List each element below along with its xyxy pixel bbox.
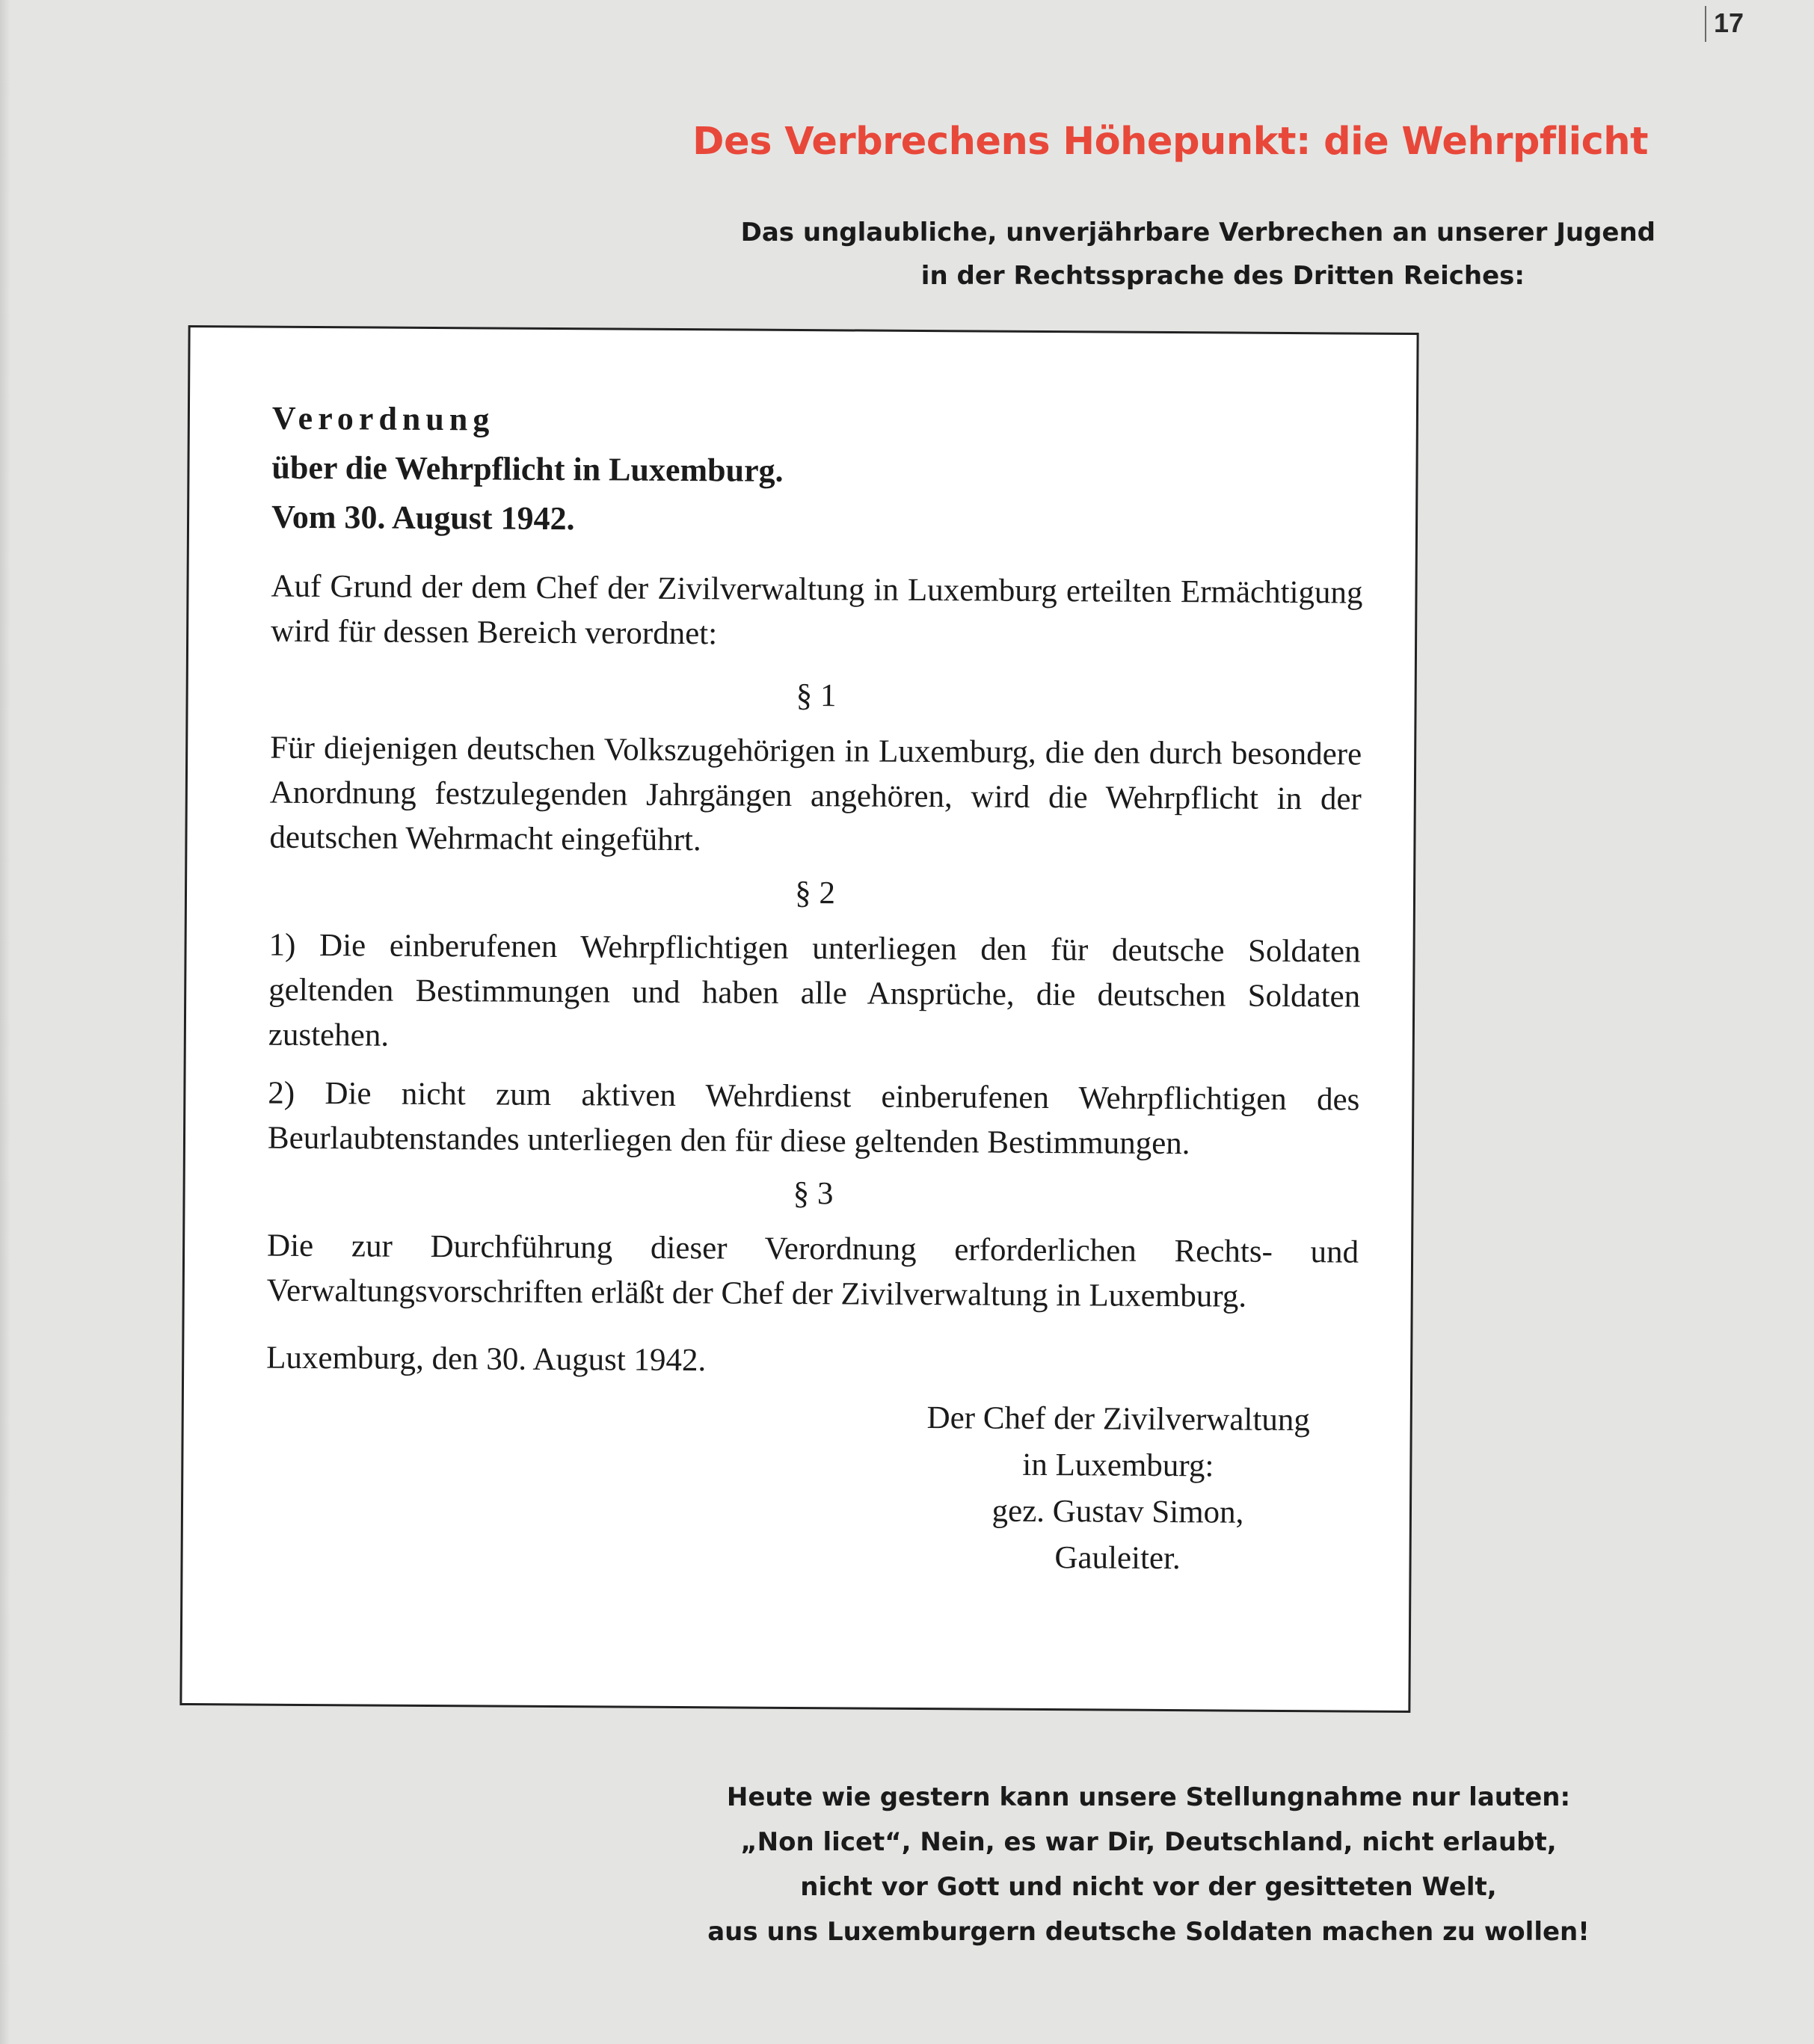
decree-signature-block [893, 1395, 1343, 1583]
section-3-text: Die zur Durchführung dieser Verordnung erforderlichen Rechts- und Verwaltungsvorschriften erläßt der Chef der Zivilverwaltung in Luxemburg. [266, 1228, 1359, 1314]
footer-line-2: „Non licet“, Nein, es war Dir, Deutschland, nicht erlaubt, [740, 1827, 1557, 1857]
signature-line-3: gez. Gustav Simon, [991, 1493, 1244, 1530]
decree-heading-subject: über die Wehrpflicht in Luxemburg. [271, 449, 784, 489]
page-number: 17 [1714, 7, 1744, 38]
footer-line-3: nicht vor Gott und nicht vor der gesitteten Welt, [800, 1872, 1497, 1902]
decree-document [265, 394, 1364, 1583]
footer-line-4: aus uns Luxemburgern deutsche Soldaten machen zu wollen! [707, 1917, 1590, 1947]
subtitle-line-2: in der Rechtssprache des Dritten Reiches: [920, 261, 1525, 291]
page-binding-edge [0, 0, 10, 2044]
decree-place-date: Luxemburg, den 30. August 1942. [266, 1340, 707, 1379]
decree-intro: Auf Grund der dem Chef der Zivilverwaltung in Luxemburg erteilten Ermächtigung wird für dessen Bereich verordnet: [271, 568, 1363, 652]
section-1-sign: § 1 [796, 677, 837, 714]
section-2-item-1: 1) Die einberufenen Wehrpflichtigen unterliegen den für deutsche Soldaten geltenden Bestimmungen und haben alle Ansprüche, die deutschen Soldaten zustehen. [268, 927, 1361, 1053]
footer-line-1: Heute wie gestern kann unsere Stellungnahme nur lauten: [726, 1782, 1571, 1812]
decree-heading-date: Vom 30. August 1942. [271, 498, 575, 538]
signature-line-4: Gauleiter. [1054, 1540, 1181, 1577]
footer-statement [662, 1775, 1635, 1954]
page-number-rule [1705, 6, 1706, 42]
decree-heading [271, 394, 1364, 549]
subtitle-line-1: Das unglaubliche, unverjährbare Verbrechen an unserer Jugend [740, 218, 1655, 247]
section-2-sign: § 2 [795, 875, 836, 911]
section-2-item-2: 2) Die nicht zum aktiven Wehrdienst einberufenen Wehrpflichtigen des Beurlaubtenstandes unterliegen den für diese geltenden Bestimmungen. [267, 1075, 1360, 1162]
page-title: Des Verbrechens Höhepunkt: die Wehrpflicht [692, 120, 1648, 164]
section-3-sign: § 3 [793, 1175, 834, 1212]
page-subtitle [683, 211, 1655, 298]
decree-document-frame [179, 325, 1418, 1713]
signature-line-1: Der Chef der Zivilverwaltung [926, 1400, 1311, 1438]
section-1-text: Für diejenigen deutschen Volkszugehörigen in Luxemburg, die den durch besondere Anordnung festzulegenden Jahrgängen angehören, wird die Wehrpflicht in der deutschen Wehrmacht eingeführt. [269, 730, 1362, 858]
signature-line-2: in Luxemburg: [1022, 1447, 1214, 1484]
decree-heading-title: Verordnung [271, 399, 495, 438]
